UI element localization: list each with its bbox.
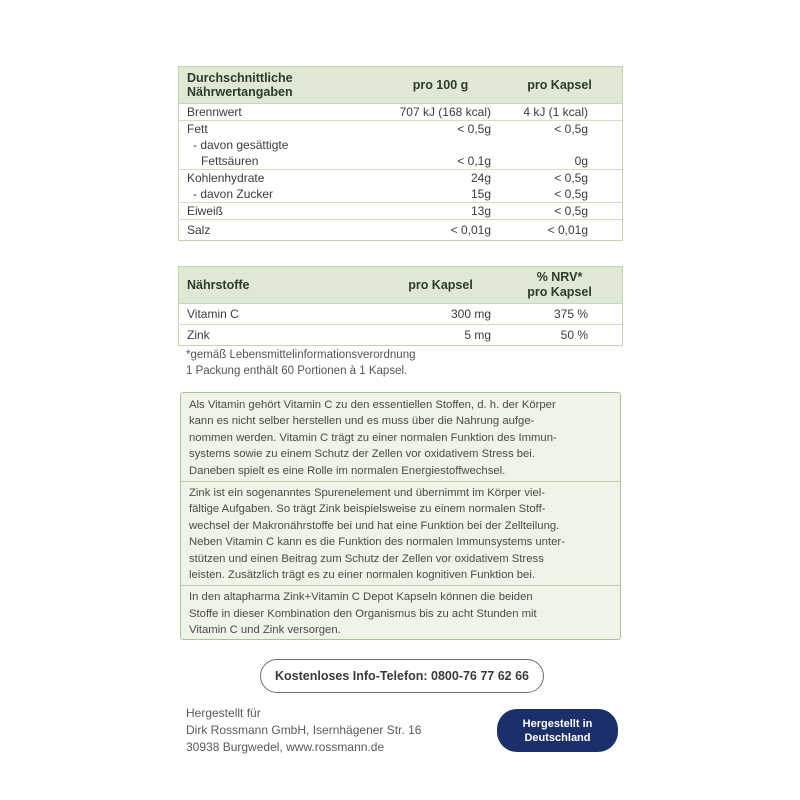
table-row	[179, 325, 622, 345]
table-row	[179, 220, 622, 240]
row-value-capsule: < 0,5g	[554, 171, 588, 185]
header-label: Nährstoffe	[187, 278, 250, 292]
text-line: fältige Aufgaben. So trägt Zink beispielsweise zu einem normalen Stoff-	[189, 503, 546, 516]
info-phone-pill: Kostenloses Info-Telefon: 0800-76 77 62 66	[260, 659, 544, 693]
text-line: Neben Vitamin C kann es die Funktion des normalen Immunsystems unter-	[189, 536, 565, 549]
nutrition-table	[178, 66, 623, 241]
row-label: Zink	[187, 328, 210, 342]
text-line: wechsel der Makronährstoffe bei und hat eine Funktion bei der Zellteilung.	[189, 519, 560, 532]
row-label: Fettsäuren	[201, 154, 259, 168]
text-line: Stoffe in dieser Kombination den Organismus bis zu acht Stunden mit	[189, 607, 537, 620]
header-per-capsule: pro Kapsel	[408, 278, 473, 292]
text-line: Daneben spielt es eine Rolle im normalen Energiestoffwechsel.	[189, 464, 506, 477]
nutrients-table	[178, 266, 623, 346]
package-note: 1 Packung enthält 60 Portionen à 1 Kapsel.	[186, 365, 408, 377]
row-value-capsule: 300 mg	[450, 307, 491, 321]
row-value-nrv: 50 %	[560, 328, 588, 342]
header-per-capsule: pro Kapsel	[527, 78, 592, 92]
made-in-germany-badge	[497, 709, 618, 752]
combo-paragraph	[189, 589, 612, 638]
row-value-capsule: 0g	[574, 154, 588, 168]
header-nrv-line1: % NRV*	[536, 270, 583, 284]
footnotes	[186, 347, 415, 379]
row-value-100g	[384, 137, 497, 153]
nutrition-table-header	[179, 67, 622, 104]
table-row	[179, 304, 622, 325]
row-label: Vitamin C	[187, 307, 239, 321]
row-value-100g: 707 kJ (168 kcal)	[399, 105, 491, 119]
zink-paragraph	[189, 485, 612, 583]
header-nrv	[497, 270, 622, 300]
table-row	[179, 121, 622, 170]
row-value-100g: 15g	[470, 187, 491, 201]
text-line: systems sowie zu einem Schutz der Zellen vor oxidativem Stress bei.	[189, 448, 535, 461]
row-value-100g: < 0,5g	[457, 122, 491, 136]
row-label: Kohlenhydrate	[187, 171, 265, 185]
row-label: Brennwert	[187, 105, 242, 119]
table-row	[179, 203, 622, 220]
table-row	[179, 104, 622, 121]
text-line: kann es nicht selber herstellen und es muss über die Nahrung aufge-	[189, 415, 535, 428]
text-line: Als Vitamin gehört Vitamin C zu den essentiellen Stoffen, d. h. der Körper	[189, 399, 556, 411]
maker-line: 30938 Burgwedel, www.rossmann.de	[186, 740, 385, 754]
row-value-capsule	[497, 137, 622, 153]
row-value-capsule: < 0,01g	[547, 223, 588, 237]
text-line: stützen und einen Beitrag zum Schutz der Zellen vor oxidativem Stress	[189, 552, 544, 565]
text-line: In den altapharma Zink+Vitamin C Depot Kapseln können die beiden	[189, 591, 533, 604]
row-value-100g: < 0,1g	[457, 154, 491, 168]
row-value-100g: < 0,01g	[450, 223, 491, 237]
row-label: Fett	[187, 122, 208, 136]
header-nrv-line2: pro Kapsel	[527, 285, 592, 299]
badge-line: Hergestellt in	[522, 717, 593, 730]
row-label: Salz	[187, 223, 211, 237]
divider	[181, 481, 620, 482]
row-label: Eiweiß	[187, 204, 224, 218]
row-value-100g: 13g	[470, 204, 491, 218]
text-line: leisten. Zusätzlich trägt es zu einer normalen kognitiven Funktion bei.	[189, 569, 535, 582]
row-value-capsule: 4 kJ (1 kcal)	[523, 105, 588, 119]
row-value-capsule: 5 mg	[464, 328, 491, 342]
text-line: Vitamin C und Zink versorgen.	[189, 624, 341, 637]
footnote: *gemäß Lebensmittelinformationsverordnung	[186, 349, 416, 361]
row-label: - davon gesättigte	[193, 138, 289, 152]
nutrients-table-header	[179, 267, 622, 304]
row-value-capsule: < 0,5g	[554, 122, 588, 136]
divider	[181, 585, 620, 586]
badge-line: Deutschland	[524, 731, 591, 744]
row-value-100g: 24g	[470, 171, 491, 185]
row-value-nrv: 375 %	[553, 307, 588, 321]
text-line: Zink ist ein sogenanntes Spurenelement und übernimmt im Körper viel-	[189, 487, 546, 500]
maker-line: Dirk Rossmann GmbH, Isernhägener Str. 16	[186, 723, 422, 737]
text-line: nommen werden. Vitamin C trägt zu einer normalen Funktion des Immun-	[189, 431, 557, 444]
info-text-box	[180, 392, 621, 640]
row-value-capsule: < 0,5g	[554, 187, 588, 201]
table-row	[179, 170, 622, 203]
header-label: Durchschnittliche Nährwertangaben	[187, 71, 293, 99]
manufacturer-info	[186, 705, 421, 756]
row-value-capsule: < 0,5g	[554, 204, 588, 218]
header-per-100g: pro 100 g	[412, 78, 469, 92]
maker-line: Hergestellt für	[186, 706, 261, 720]
vitamin-c-paragraph	[189, 397, 612, 479]
row-label: - davon Zucker	[193, 187, 274, 201]
